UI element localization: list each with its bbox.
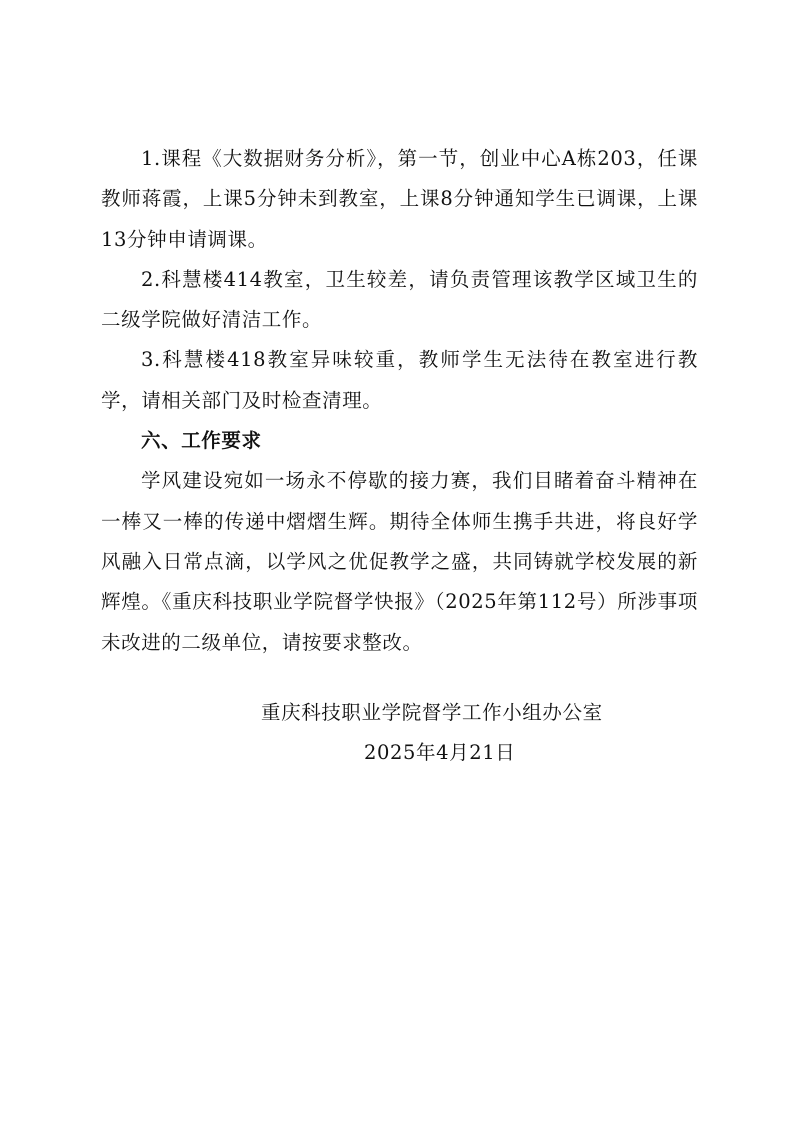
section-heading: 六、工作要求 bbox=[141, 429, 262, 453]
item-1: 1.课程《大数据财务分析》，第一节，创业中心A栋203，任课教师蒋霞，上课5分钟未到教室，上课8分钟通知学生已调课，上课13分钟申请调课。 bbox=[101, 147, 698, 251]
item-2: 2.科慧楼414教室，卫生较差，请负责管理该教学区域卫生的二级学院做好清洁工作。 bbox=[101, 267, 698, 332]
section-paragraph: 学风建设宛如一场永不停歇的接力赛，我们目睹着奋斗精神在一棒又一棒的传递中熠熠生辉。期待全体师生携手共进，将良好学风融入日常点滴，以学风之优促教学之盛，共同铸就学校发展的新辉煌。《重庆科技职业学院督学快报》（2025年第112号）所涉事项未改进的二级单位，请按要求整改。 bbox=[101, 469, 698, 654]
item-3: 3.科慧楼418教室异味较重，教师学生无法待在教室进行教学，请相关部门及时检查清理。 bbox=[101, 348, 698, 412]
signature-organization: 重庆科技职业学院督学工作小组办公室 bbox=[261, 701, 603, 724]
document-body bbox=[101, 139, 698, 663]
signature-date: 2025年4月21日 bbox=[364, 741, 516, 764]
